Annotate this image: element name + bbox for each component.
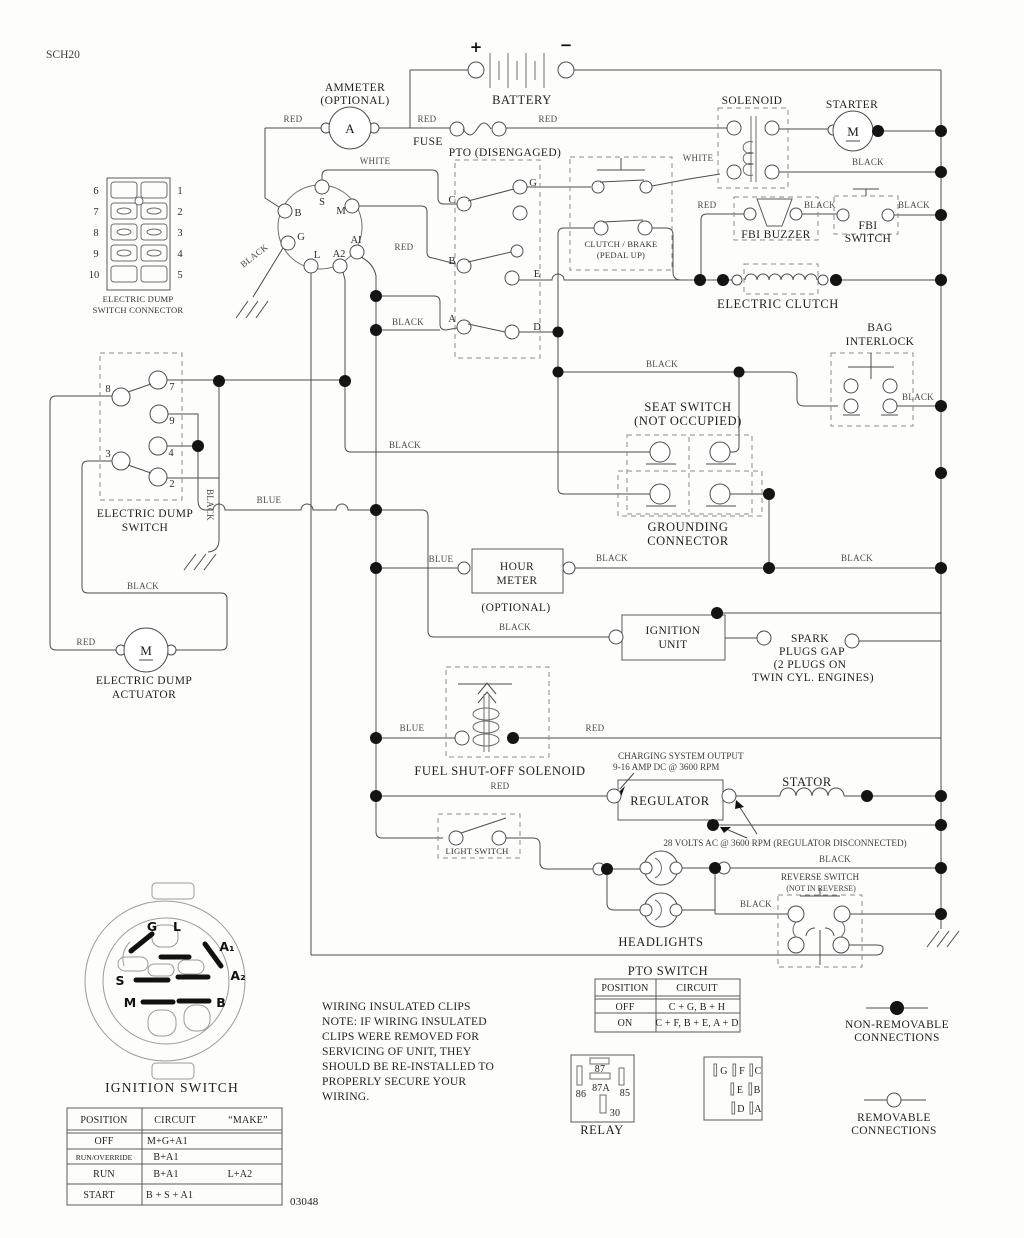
dump-pin-9: 9	[169, 416, 175, 427]
note-line-3: CLIPS WERE REMOVED FOR	[322, 1030, 480, 1043]
ignition-unit-label-2: UNIT	[658, 639, 688, 651]
pin-1: 1	[177, 186, 183, 197]
dump-pin-4: 4	[168, 448, 174, 459]
fbi-buzzer-label: FBI BUZZER	[741, 229, 811, 241]
charging-note-2: 9-16 AMP DC @ 3600 RPM	[613, 762, 720, 772]
legend-removable-1: REMOVABLE	[857, 1112, 931, 1124]
note-line-5: SHOULD BE RE-INSTALLED TO	[322, 1060, 495, 1073]
ign-row-run-make: L+A2	[227, 1169, 253, 1180]
wire-label-black: BLACK	[388, 440, 422, 450]
pto-row-on: ON	[617, 1018, 633, 1029]
terminal-b: B	[294, 208, 302, 219]
hour-meter-label-2: METER	[496, 575, 538, 587]
legend-nonremovable-1: NON-REMOVABLE	[844, 1019, 950, 1031]
wire-label-red: RED	[490, 781, 510, 791]
headlights-label: HEADLIGHTS	[618, 935, 704, 949]
terminal-a2: A2	[332, 249, 346, 260]
seat-switch-label-2: (NOT OCCUPIED)	[634, 414, 742, 428]
dump-connector-label-1: ELECTRIC DUMP	[102, 294, 174, 304]
wire-label-red: RED	[585, 723, 605, 733]
wire-label-red: RED	[76, 637, 96, 647]
plug-pin-c: C	[754, 1066, 762, 1077]
grounding-label-1: GROUNDING	[647, 520, 729, 534]
wire-label-black: BLACK	[645, 359, 679, 369]
ign-row-off-circuit: M+G+A1	[147, 1136, 188, 1147]
wire-label-black: BLACK	[238, 241, 270, 270]
starter-label: STARTER	[825, 99, 879, 111]
fbi-switch-label-1: FBI	[858, 220, 878, 232]
face-terminal-s: S	[115, 973, 125, 988]
hour-meter-optional: (OPTIONAL)	[481, 602, 551, 614]
plug-pin-f: F	[739, 1066, 745, 1077]
pto-table-title: PTO SWITCH	[627, 964, 709, 978]
battery-plus: +	[469, 38, 483, 56]
pin-8: 8	[93, 228, 99, 239]
pin-7: 7	[93, 207, 99, 218]
dump-pin-2: 2	[169, 479, 175, 490]
plug-pin-a: A	[754, 1104, 762, 1115]
wire-label-black: BLACK	[126, 581, 160, 591]
pto-disengaged-label: PTO (DISENGAGED)	[448, 147, 562, 159]
reverse-switch-label-2: (NOT IN REVERSE)	[786, 884, 856, 893]
note-line-6: PROPERLY SECURE YOUR	[322, 1075, 467, 1088]
relay-label: RELAY	[580, 1123, 624, 1137]
wire-label-red: RED	[697, 200, 717, 210]
wire-label-blue: BLUE	[399, 723, 425, 733]
pin-5: 5	[177, 270, 183, 281]
dump-switch-label-2: SWITCH	[121, 522, 169, 534]
pto-row-off-circuit: C + G, B + H	[668, 1002, 726, 1013]
plug-pin-b: B	[753, 1085, 761, 1096]
clutch-brake-label-2: (PEDAL UP)	[596, 250, 646, 260]
contact-g: G	[529, 178, 537, 189]
wire-label-black: BLACK	[901, 392, 935, 402]
fuel-solenoid-label: FUEL SHUT-OFF SOLENOID	[414, 764, 586, 778]
wire-label-white: WHITE	[682, 153, 714, 163]
actuator-label-2: ACTUATOR	[111, 689, 177, 701]
wire-label-black: BLACK	[897, 200, 931, 210]
ammeter-symbol: A	[345, 121, 355, 136]
contact-c: C	[448, 195, 456, 206]
contact-d: D	[533, 322, 541, 333]
ign-row-off: OFF	[94, 1136, 114, 1147]
face-terminal-g: G	[146, 919, 158, 934]
note-line-4: SERVICING OF UNIT, THEY	[322, 1045, 472, 1058]
face-terminal-l: L	[173, 919, 181, 934]
ignition-face-caption: IGNITION SWITCH	[105, 1080, 239, 1095]
light-switch-label: LIGHT SWITCH	[445, 846, 509, 856]
wire-label-black: BLACK	[739, 899, 773, 909]
wire-label-black: BLACK	[851, 157, 885, 167]
note-line-7: WIRING.	[322, 1090, 370, 1103]
spark-label-3: (2 PLUGS ON	[773, 659, 847, 671]
reverse-switch-label-1: REVERSE SWITCH	[780, 872, 860, 882]
hour-meter-label-1: HOUR	[499, 561, 535, 573]
pin-3: 3	[177, 228, 183, 239]
wire-label-black: BLACK	[818, 854, 852, 864]
ammeter-label-1: AMMETER	[324, 82, 386, 94]
terminal-m: M	[336, 206, 346, 217]
wire-label-red: RED	[538, 114, 558, 124]
grounding-label-2: CONNECTOR	[647, 534, 729, 548]
battery-label: BATTERY	[492, 93, 552, 107]
wire-label-black: BLACK	[498, 622, 532, 632]
starter-symbol: M	[847, 124, 859, 139]
sheet-code: SCH20	[46, 49, 80, 61]
face-terminal-a2: A₂	[230, 968, 246, 983]
relay-pin-30: 30	[609, 1108, 621, 1119]
ign-row-run: RUN	[93, 1169, 115, 1180]
wire-label-blue: BLUE	[256, 495, 282, 505]
wire-label-black: BLACK	[595, 553, 629, 563]
dump-connector-label-2: SWITCH CONNECTOR	[92, 305, 184, 315]
spark-label-1: SPARK	[790, 633, 830, 645]
wire-label-red: RED	[394, 242, 414, 252]
dump-pin-7: 7	[169, 382, 175, 393]
pin-4: 4	[177, 249, 183, 260]
terminal-s: S	[319, 197, 325, 208]
pin-10: 10	[88, 270, 100, 281]
pto-table-header-position: POSITION	[601, 983, 649, 994]
ign-row-run-circuit: B+A1	[153, 1169, 179, 1180]
face-terminal-m: M	[123, 995, 137, 1010]
face-terminal-a1: A₁	[219, 939, 235, 954]
contact-a: A	[448, 314, 456, 325]
legend-nonremovable-2: CONNECTIONS	[854, 1032, 940, 1044]
pin-2: 2	[177, 207, 183, 218]
terminal-l: L	[313, 250, 321, 261]
legend-removable-2: CONNECTIONS	[851, 1125, 937, 1137]
bag-interlock-label-2: INTERLOCK	[845, 336, 915, 348]
actuator-label-1: ELECTRIC DUMP	[95, 675, 193, 687]
pin-9: 9	[93, 249, 99, 260]
ignition-unit-label-1: IGNITION	[645, 625, 701, 637]
note-line-1: WIRING INSULATED CLIPS	[322, 1000, 471, 1013]
ign-table-header-circuit: CIRCUIT	[154, 1115, 196, 1126]
wire-label-white: WHITE	[359, 156, 391, 166]
fuse-label: FUSE	[413, 136, 443, 148]
fbi-switch-label-2: SWITCH	[844, 233, 892, 245]
dump-pin-8: 8	[105, 384, 111, 395]
electric-clutch-label: ELECTRIC CLUTCH	[717, 297, 839, 311]
dump-pin-3: 3	[105, 449, 111, 460]
stator-label: STATOR	[782, 775, 832, 789]
actuator-symbol: M	[140, 643, 152, 658]
ign-row-start: START	[83, 1190, 115, 1201]
spark-label-4: TWIN CYL. ENGINES)	[752, 672, 874, 684]
clutch-brake-label-1: CLUTCH / BRAKE	[584, 239, 658, 249]
ign-table-header-make: “MAKE”	[228, 1115, 268, 1126]
wire-label-blue: BLUE	[428, 554, 454, 564]
ign-table-header-position: POSITION	[80, 1115, 128, 1126]
pto-row-on-circuit: C + F, B + E, A + D	[655, 1018, 739, 1029]
contact-b: B	[448, 256, 456, 267]
seat-switch-label-1: SEAT SWITCH	[644, 400, 732, 414]
note-line-2: NOTE: IF WIRING INSULATED	[322, 1015, 487, 1028]
pin-6: 6	[93, 186, 99, 197]
battery-minus: −	[559, 36, 573, 54]
plug-pin-e: E	[736, 1085, 744, 1096]
terminal-g: G	[297, 232, 305, 243]
relay-pin-87: 87	[594, 1064, 606, 1075]
wire-label-black: BLACK	[803, 200, 837, 210]
wire-label-red: RED	[417, 114, 437, 124]
contact-e: E	[533, 269, 541, 280]
removable-connection-icon	[887, 1093, 901, 1107]
pto-row-off: OFF	[615, 1002, 635, 1013]
dump-switch-label-1: ELECTRIC DUMP	[96, 508, 194, 520]
face-terminal-b: B	[216, 995, 226, 1010]
ign-row-runoverride-circuit: B+A1	[153, 1152, 179, 1163]
regulator-label: REGULATOR	[630, 794, 710, 808]
solenoid-label: SOLENOID	[721, 95, 783, 107]
relay-pin-85: 85	[619, 1088, 631, 1099]
non-removable-connection-icon	[890, 1001, 904, 1015]
wire-label-black: BLACK	[840, 553, 874, 563]
ign-row-start-circuit: B + S + A1	[146, 1190, 194, 1201]
volts-note: 28 VOLTS AC @ 3600 RPM (REGULATOR DISCONNECTED)	[663, 838, 907, 848]
doc-number: 03048	[290, 1196, 319, 1208]
relay-pin-86: 86	[575, 1089, 587, 1100]
wire-label-red: RED	[283, 114, 303, 124]
bag-interlock-label-1: BAG	[867, 322, 893, 334]
terminal-ai: AI	[350, 235, 362, 246]
ammeter-label-2: (OPTIONAL)	[320, 95, 390, 107]
wire-label-black: BLACK	[205, 488, 215, 522]
spark-label-2: PLUGS GAP	[779, 646, 845, 658]
plug-pin-d: D	[737, 1104, 745, 1115]
pto-table-header-circuit: CIRCUIT	[676, 983, 718, 994]
ign-row-runoverride: RUN/OVERRIDE	[75, 1153, 133, 1162]
plug-pin-g: G	[720, 1066, 728, 1077]
wire-label-black: BLACK	[391, 317, 425, 327]
relay-pin-87a: 87A	[592, 1083, 610, 1094]
charging-note-1: CHARGING SYSTEM OUTPUT	[618, 751, 744, 761]
